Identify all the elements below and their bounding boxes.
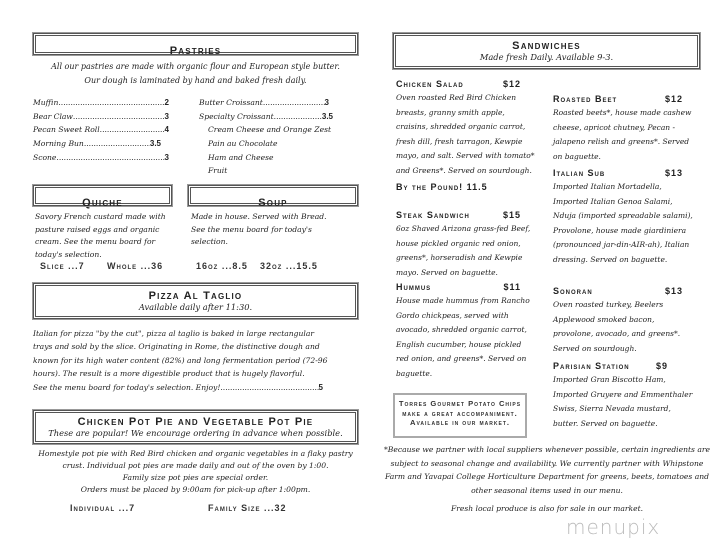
specialty-options bbox=[199, 123, 359, 177]
item-price: 3 bbox=[324, 98, 329, 107]
sandwiches-title: Sandwiches bbox=[512, 40, 581, 52]
item-price: 3 bbox=[164, 152, 169, 162]
item-desc: Imported Gran Biscotto Ham, Imported Gruyere and Emmenthaler Swiss, Sierra Nevada mustard, butter. Served on baguette. bbox=[553, 375, 693, 428]
soup-small-price: 16oz ...8.5 bbox=[196, 261, 248, 271]
item-name: Sonoran bbox=[553, 286, 593, 296]
sandwich-steak bbox=[396, 208, 536, 280]
soup-header bbox=[188, 185, 358, 209]
item-name: Hummus bbox=[396, 282, 432, 292]
potpie-title: Chicken Pot Pie and Vegetable Pot Pie bbox=[77, 416, 314, 428]
item-price: 4 bbox=[164, 125, 169, 135]
pastries-header bbox=[33, 33, 358, 55]
sandwich-sonoran bbox=[553, 284, 693, 356]
menu-item bbox=[199, 110, 333, 124]
chips-callout: Torres Gourmet Potato Chips make a great accompaniment. Available in our market. bbox=[393, 393, 527, 438]
sandwiches-subtitle: Made fresh Daily. Available 9-3. bbox=[479, 52, 614, 62]
item-price: $12 bbox=[664, 94, 683, 104]
sandwich-italian-sub bbox=[553, 166, 693, 268]
by-the-pound-price: By the Pound! 11.5 bbox=[396, 181, 488, 192]
menu-item bbox=[33, 123, 169, 137]
item-desc: House made hummus from Rancho Gordo chickpeas, served with avocado, shredded organic carrot, English cucumber, house pickled red onion, and greens*. Served on baguette. bbox=[396, 296, 530, 378]
quiche-title: Quiche bbox=[82, 197, 123, 209]
item-price: 2 bbox=[164, 98, 169, 107]
item-price: $12 bbox=[502, 79, 521, 89]
item-name: Specialty Croissant bbox=[199, 111, 274, 121]
option: Pain au Chocolate bbox=[208, 139, 278, 148]
item-name: Roasted Beet bbox=[553, 94, 618, 104]
menu-item bbox=[33, 96, 169, 110]
item-desc: Oven roasted turkey, Beelers Applewood smoked bacon, provolone, avocado, and greens*. Served on sourdough. bbox=[553, 300, 681, 353]
item-price: $11 bbox=[503, 282, 521, 292]
pizza-desc-text: Italian for pizza "by the cut", pizza al taglio is baked in large rectangular trays and sold by the slice. Originating in Rome, the distinctive dough and known for its high water content (82%) and long fermentation period (72-96 hours). The result is a more digestible product that is hugely flavorful. bbox=[33, 329, 328, 379]
quiche-slice-price: Slice ...7 bbox=[40, 261, 85, 271]
sandwich-footnote: *Because we partner with local suppliers whenever possible, certain ingredients are subject to seasonal change and availability. We currently partner with Whipstone Farm and Yavapai College Horticulture Department for greens, beets, tomatoes and other seasonal items used in our menu. bbox=[384, 445, 711, 495]
item-price: 3.5 bbox=[321, 111, 333, 121]
quiche-desc: Savory French custard made with pasture raised eggs and organic cream. See the menu board for today's selection. bbox=[35, 212, 166, 259]
item-name: Chicken Salad bbox=[396, 79, 464, 89]
item-price: 3 bbox=[164, 111, 169, 121]
item-price: $9 bbox=[655, 361, 668, 371]
sandwich-parisian-station bbox=[553, 359, 693, 431]
item-name: Scone bbox=[33, 152, 57, 162]
item-price: $15 bbox=[502, 210, 521, 220]
pizza-subtitle: Available daily after 11:30. bbox=[138, 302, 253, 312]
menu-item bbox=[199, 96, 329, 110]
sandwich-chicken-salad bbox=[396, 77, 536, 194]
pizza-header bbox=[33, 283, 358, 319]
item-name: Muffin bbox=[33, 98, 59, 107]
sandwich-hummus bbox=[396, 280, 536, 382]
item-desc: 6oz Shaved Arizona grass-fed Beef, house pickled organic red onion, greens*, horseradish and Kewpie mayo. Served on baguette. bbox=[396, 224, 531, 277]
item-name: Parisian Station bbox=[553, 361, 630, 371]
item-name: Pecan Sweet Roll bbox=[33, 125, 100, 135]
item-name: Italian Sub bbox=[553, 168, 606, 178]
option: Cream Cheese and Orange Zest bbox=[208, 125, 332, 135]
potpie-family-price: Family Size ...32 bbox=[208, 503, 287, 513]
pastries-title: Pastries bbox=[169, 45, 222, 57]
pastries-left-list bbox=[33, 96, 169, 165]
soup-desc: Made in house. Served with Bread. See the menu board for today's selection. bbox=[191, 212, 327, 246]
pizza-desc bbox=[33, 327, 333, 394]
item-desc: Oven roasted Red Bird Chicken breasts, granny smith apple, craisins, shredded organic carrot, fresh dill, fresh tarragon, Kewpie mayo, and salt. Served with tomato* and Greens*. Served on sourdough. bbox=[396, 93, 535, 175]
pizza-last-line: See the menu board for today's selection. Enjoy! bbox=[33, 382, 221, 392]
pastries-desc bbox=[33, 60, 358, 87]
sandwich-roasted-beet bbox=[553, 92, 693, 164]
potpie-desc-line: Family size pot pies are special order. bbox=[122, 473, 269, 482]
option: Fruit bbox=[208, 166, 228, 176]
item-name: Bear Claw bbox=[33, 111, 73, 121]
potpie-desc bbox=[33, 448, 358, 496]
pastries-desc-line: All our pastries are made with organic flour and European style butter. bbox=[51, 62, 340, 71]
pastries-right-list bbox=[199, 96, 359, 178]
item-desc: Imported Italian Mortadella, Imported Italian Genoa Salami, Nduja (imported spreadable salami), Provolone, house made giardiniera (pronounced jar-din-AIR-ah), Italian dressing. Served on baguette. bbox=[553, 182, 693, 264]
menu-item bbox=[33, 137, 161, 151]
item-price: $13 bbox=[664, 168, 683, 178]
pizza-title: Pizza Al Taglio bbox=[148, 290, 243, 302]
pastries-desc-line: Our dough is laminated by hand and baked fresh daily. bbox=[84, 75, 307, 85]
sandwiches-header bbox=[393, 33, 700, 69]
option: Ham and Cheese bbox=[208, 152, 274, 162]
menu-item bbox=[33, 110, 169, 124]
potpie-header bbox=[33, 410, 358, 444]
item-price: $13 bbox=[664, 286, 683, 296]
potpie-desc-line: Orders must be placed by 9:00am for pick-up after 1:00pm. bbox=[80, 485, 311, 494]
potpie-individual-price: Individual ...7 bbox=[70, 503, 136, 513]
menupix-watermark: menupix bbox=[566, 515, 661, 539]
potpie-desc-line: Homestyle pot pie with Red Bird chicken and organic vegetables in a flaky pastry crust. Individual pot pies are made daily and out of the oven by 1:00. bbox=[38, 449, 353, 470]
potpie-subtitle: These are popular! We encourage ordering in advance when possible. bbox=[48, 428, 343, 438]
item-price: 3.5 bbox=[149, 139, 161, 149]
menu-item bbox=[33, 151, 169, 165]
item-desc: Roasted beets*, house made cashew cheese, apricot chutney, Pecan - jalapeno relish and greens*. Served on baguette. bbox=[553, 108, 692, 161]
quiche-header bbox=[33, 185, 172, 209]
item-name: Butter Croissant bbox=[199, 98, 263, 107]
soup-title: Soup bbox=[258, 197, 288, 209]
pizza-price: 5 bbox=[318, 382, 323, 392]
item-name: Morning Bun bbox=[33, 139, 84, 149]
quiche-whole-price: Whole ...36 bbox=[107, 261, 164, 271]
soup-large-price: 32oz ...15.5 bbox=[260, 261, 318, 271]
item-name: Steak Sandwich bbox=[396, 210, 470, 220]
fresh-produce-note: Fresh local produce is also for sale in our market. bbox=[450, 504, 644, 513]
